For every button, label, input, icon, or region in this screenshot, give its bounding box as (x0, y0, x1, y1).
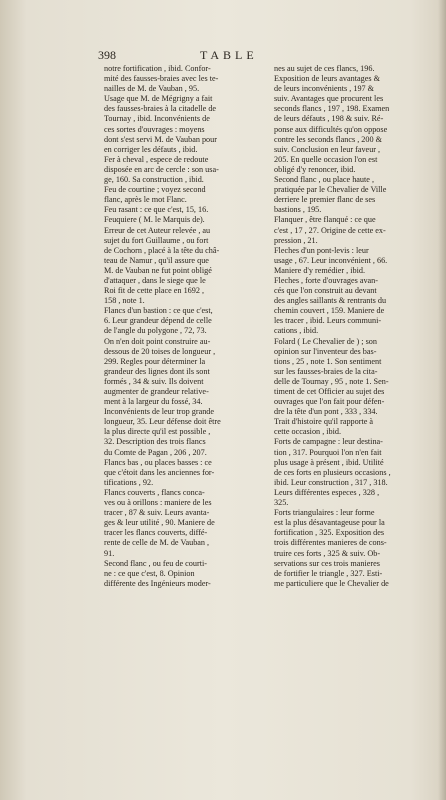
text-line: Exposition de leurs avantages & (274, 74, 380, 84)
text-line: disposée en arc de cercle : son usa- (104, 164, 219, 174)
text-line: cette occasion , ibid. (274, 427, 342, 437)
text-line: suiv. Avantages que procurent les (274, 94, 384, 104)
text-line: delle de Tournay , 95 , note 1. Sen- (274, 376, 389, 386)
text-line: Folard ( Le Chevalier de ) ; son (274, 336, 377, 346)
text-line: ne : ce que c'est, 8. Opinion (104, 568, 195, 578)
text-line: différente des Ingénieurs moder- (104, 578, 211, 588)
text-line: 32. Description des trois flancs (104, 437, 206, 447)
text-line: longueur, 35. Leur défense doit être (104, 417, 221, 427)
text-line: Erreur de cet Auteur relevée , au (104, 225, 211, 235)
text-line: dont s'est servi M. de Vauban pour (104, 134, 217, 144)
text-line: ces sortes d'ouvrages : moyens (104, 124, 205, 134)
text-line: On n'en doit point construire au- (104, 336, 211, 346)
text-line: flanc, après le mot Flanc. (104, 195, 187, 205)
text-line: M. de Vauban ne fut point obligé (104, 265, 212, 275)
text-line: servations sur ces trois manieres (274, 558, 380, 568)
text-line: la plus directe qu'il est possible , (104, 427, 211, 437)
text-line: nailles de M. de Vauban , 95. (104, 84, 200, 94)
text-line: Second flanc , ou feu de courti- (104, 558, 207, 568)
text-line: pratiquée par le Chevalier de Ville (274, 185, 387, 195)
text-line: Feu de courtine ; voyez second (104, 185, 206, 195)
text-line: Feuquiere ( M. le Marquis de). (104, 215, 205, 225)
text-line: c'est , 17 , 27. Origine de cette ex- (274, 225, 386, 235)
text-line: mité des fausses-braies avec les te- (104, 74, 219, 84)
text-line: suiv. Conclusion en leur faveur , (274, 144, 381, 154)
text-line: de leurs défauts , 198 & suiv. Ré- (274, 114, 384, 124)
text-line: de leurs inconvénients , 197 & (274, 84, 375, 94)
text-line: Flancs d'un bastion : ce que c'est, (104, 306, 213, 316)
text-line: ges & leur utilité , 90. Maniere de (104, 518, 215, 528)
text-line: Trait d'histoire qu'il rapporte à (274, 417, 374, 427)
text-line: grandeur des lignes dont ils sont (104, 366, 210, 376)
text-line: tifications , 92. (104, 477, 154, 487)
text-line: fortification , 325. Exposition des (274, 528, 385, 538)
text-line: tions , 25 , note 1. Son sentiment (274, 356, 382, 366)
text-line: Maniere d'y remédier , ibid. (274, 265, 366, 275)
text-line: ouvrages que l'on fait pour défen- (274, 397, 385, 407)
text-line: tracer les flancs couverts, diffé- (104, 528, 208, 538)
text-line: que c'étoit dans les anciennes for- (104, 467, 215, 477)
text-line: des fausses-braies à la citadelle de (104, 104, 217, 114)
text-line: tracer , 87 & suiv. Leurs avanta- (104, 508, 210, 518)
page-edge-shadow (438, 0, 446, 800)
text-line: contre les seconds flancs , 200 & (274, 134, 383, 144)
text-line: Flanquer , être flanqué : ce que (274, 215, 376, 225)
text-line: me particuliere que le Chevalier de (274, 578, 389, 588)
text-line: de fortifier le triangle , 327. Esti- (274, 568, 383, 578)
text-line: sur les fausses-braies de la cita- (274, 366, 378, 376)
text-line: 6. Leur grandeur dépend de celle (104, 316, 212, 326)
text-line: notre fortification , ibid. Confor- (104, 64, 211, 73)
text-line: Fleches d'un pont-levis : leur (274, 245, 369, 255)
text-line: plus usage à présent , ibid. Utilité (274, 457, 384, 467)
text-line: Usage que M. de Mégrigny a fait (104, 94, 213, 104)
text-line: trois différentes manieres de cons- (274, 538, 387, 548)
running-header (0, 48, 446, 64)
text-line: augmenter de grandeur relative- (104, 387, 209, 396)
text-line: pression , 21. (274, 235, 318, 245)
text-line: d'attaquer , dans le siege que le (104, 275, 206, 285)
page-number: 398 (98, 48, 116, 62)
text-line: opinion sur l'inventeur des bas- (274, 346, 377, 356)
text-line: de ces forts en plusieurs occasions , (274, 467, 391, 477)
text-line: teau de Namur , qu'il assure que (104, 255, 209, 265)
text-line: formés , 34 & suiv. Ils doivent (104, 376, 204, 386)
text-line: Forts de campagne : leur destina- (274, 437, 383, 447)
text-line: Fer à cheval , espece de redoute (104, 154, 209, 164)
text-line: nes au sujet de ces flancs, 196. (274, 64, 375, 73)
text-line: usage , 67. Leur inconvénient , 66. (274, 255, 388, 265)
text-line: bastions , 195. (274, 205, 322, 215)
text-line: tion , 317. Pourquoi l'on n'en fait (274, 447, 382, 457)
text-line: est la plus désavantageuse pour la (274, 518, 385, 528)
text-line: sujet du fort Guillaume , ou fort (104, 235, 209, 245)
right-column (274, 64, 438, 589)
text-line: seconds flancs , 197 , 198. Examen (274, 104, 390, 114)
text-line: en corriger les défauts , ibid. (104, 144, 198, 154)
text-line: Fleches , forte d'ouvrages avan- (274, 275, 379, 285)
text-line: 158 , note 1. (104, 296, 145, 306)
text-line: Forts triangulaires : leur forme (274, 508, 375, 518)
text-line: ge, 160. Sa construction , ibid. (104, 175, 204, 185)
text-line: 91. (104, 548, 115, 558)
text-line: cations , ibid. (274, 326, 319, 336)
text-line: derriere le premier flanc de ses (274, 195, 376, 205)
text-line: ment à la largeur du fossé, 34. (104, 397, 203, 407)
text-line: Flancs couverts , flancs conca- (104, 487, 205, 497)
text-line: dessous de 20 toises de longueur , (104, 346, 216, 356)
text-line: du Comte de Pagan , 206 , 207. (104, 447, 207, 457)
text-line: ves ou à orillons : maniere de les (104, 498, 212, 508)
text-line: de l'angle du polygone , 72, 73. (104, 326, 207, 336)
text-line: truire ces forts , 325 & suiv. Ob- (274, 548, 381, 558)
text-line: Feu rasant : ce que c'est, 15, 16. (104, 205, 209, 215)
text-line: Leurs différentes especes , 328 , (274, 487, 380, 497)
text-line: Roi fit de cette place en 1692 , (104, 286, 205, 296)
text-line: de Cochorn , placé à la tête du châ- (104, 245, 220, 255)
text-line: Tournay , ibid. Inconvénients de (104, 114, 210, 124)
text-line: timent de cet Officier au sujet des (274, 387, 385, 396)
text-line: 325. (274, 498, 289, 508)
text-line: des angles saillants & rentrants du (274, 296, 387, 306)
text-line: 205. En quelle occasion l'on est (274, 154, 378, 164)
text-line: Flancs bas , ou places basses : ce (104, 457, 212, 467)
text-line: rente de celle de M. de Vauban , (104, 538, 210, 548)
left-column (104, 64, 266, 589)
text-line: Inconvénients de leur trop grande (104, 407, 215, 417)
text-line: chemin couvert , 159. Maniere de (274, 306, 385, 316)
page-title: TABLE (200, 48, 258, 62)
text-line: 299. Regles pour déterminer la (104, 356, 206, 366)
text-line: dre la tête d'un pont , 333 , 334. (274, 407, 378, 417)
text-line: les tracer , ibid. Leurs communi- (274, 316, 382, 326)
text-line: obligé d'y renoncer, ibid. (274, 164, 356, 174)
text-line: Second flanc , ou place haute , (274, 175, 375, 185)
text-line: cés que l'on construit au devant (274, 286, 377, 296)
text-line: ponse aux difficultés qu'on oppose (274, 124, 388, 134)
text-line: ibid. Leur construction , 317 , 318. (274, 477, 388, 487)
